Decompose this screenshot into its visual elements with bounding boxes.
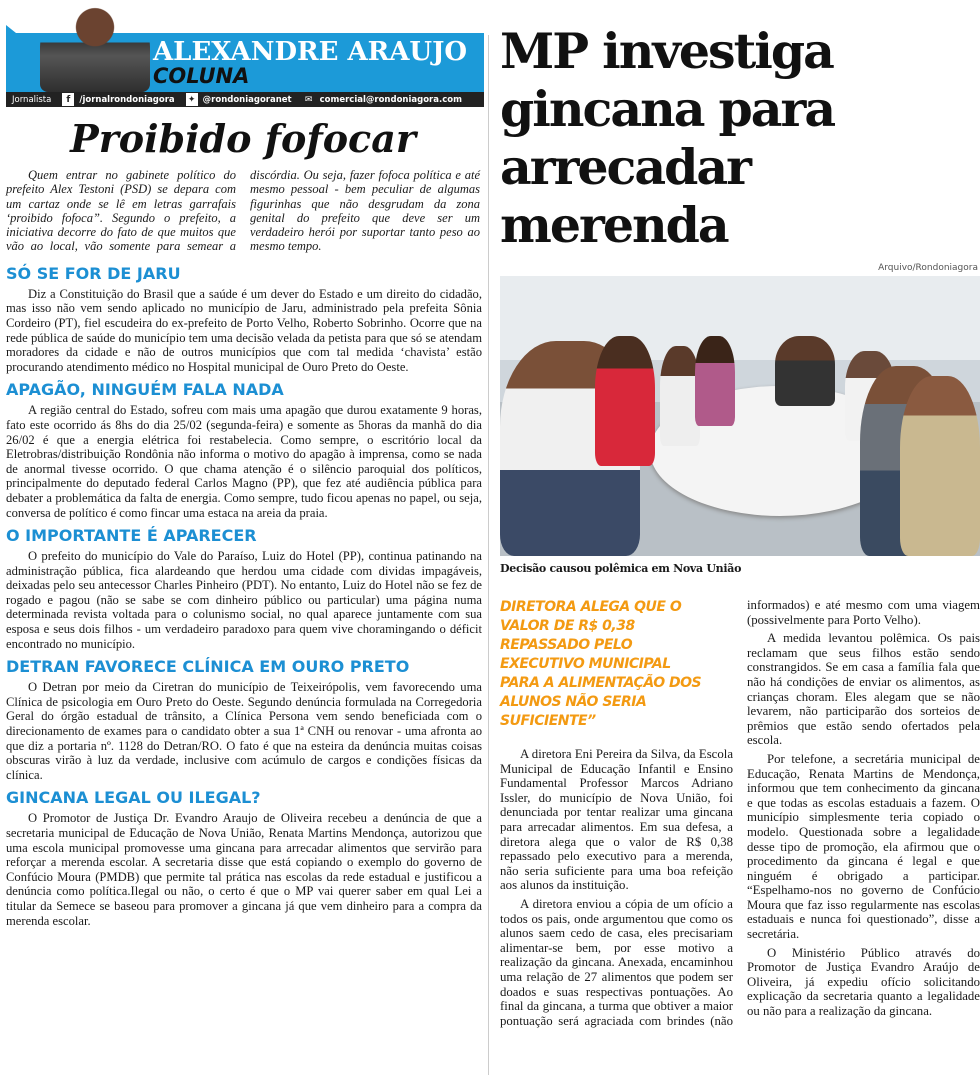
facebook-icon: f — [62, 93, 74, 106]
note-text: A região central do Estado, sofreu com mais uma apagão que durou exatamente 9 horas, fato este ocorrido ás 8hs do dia 25/02 (segunda-feira) e somente as 5horas da manhã do dia 26/02 é que a energia elétrica foi restabelecia. Como sempre, o escritório local da Eletrobras/distribuição Rondônia não informa o motivo do apagão à imprensa, como se nada de anormal tivesse ocorrido. O que chama atenção é o silêncio paroquial dos políticos, principalmente do deputado federal Carlos Magno (PP), que fez até audiência pública para debater a problemática da falta de energia. Como sempre, tudo ficou apenas no papel, ou seja, conversa de político é como fincar uma estaca na areia da praia. — [6, 403, 482, 520]
article-photo — [500, 276, 980, 556]
contact-bar — [6, 92, 484, 107]
column-section — [0, 0, 486, 934]
photo-credit: Arquivo/Rondoniagora — [878, 263, 978, 273]
twitter-icon: ✦ — [186, 93, 198, 106]
person-figure — [775, 336, 835, 406]
note-heading: APAGÃO, NINGUÉM FALA NADA — [6, 380, 284, 400]
note-heading: SÓ SE FOR DE JARU — [6, 263, 181, 283]
note-heading: GINCANA LEGAL OU ILEGAL? — [6, 788, 261, 808]
email-address[interactable]: comercial@rondoniagora.com — [319, 94, 462, 105]
column-notes — [6, 264, 482, 928]
column-divider — [488, 35, 489, 1075]
column-masthead — [0, 0, 486, 108]
lead-title: Proibido fofocar — [70, 116, 416, 161]
note-heading: DETRAN FAVORECE CLÍNICA EM OURO PRETO — [6, 657, 410, 677]
note — [6, 788, 482, 928]
pull-quote: DIRETORA ALEGA QUE O VALOR DE R$ 0,38 REPASSADO PELO EXECUTIVO MUNICIPAL PARA A ALIMENTAÇÃO DOS ALUNOS NÃO SERIA SUFICIENTE” — [500, 599, 702, 729]
person-figure — [900, 376, 980, 556]
article-body — [500, 598, 980, 1028]
note-text: Diz a Constituição do Brasil que a saúde é um dever do Estado e um direito do cidadão, mas isso não vem sendo aplicado no município de Jaru, administrado pela prefeita Sônia Cordeiro (PT), fiel escudeira do ex-prefeito de Porto Velho, Roberto Sobrinho. Ocorre que na rede pública de saúde do município tem uma decisão velada da petista para que só se atendam moradores da cidade e não de outros municípios que com tal medida ‘chavista’ estão procurando atendimento médico no Hospital municipal de Ouro Preto do Oeste. — [6, 286, 482, 374]
lead-text — [6, 168, 480, 254]
note — [6, 380, 482, 520]
note-text: O prefeito do município do Vale do Paraíso, Luiz do Hotel (PP), continua patinando na administração pública, fica alardeando que herdou uma cidade com dividas impagáveis, deixadas pelo seu antecessor Charles Pinheiro (PDT). No entanto, Luiz do Hotel não se fez de rogado e pagou (não se sabe se com dinheiro público ou particular) uma página numa determinada revista voltada para o colunismo social, no qual aparece juntamente com sua esposa e seus dois filhos - um verdadeiro paradoxo para quem vive choramingando o déficit encontrado no município. — [6, 549, 482, 651]
note-text: O Promotor de Justiça Dr. Evandro Araujo de Oliveira recebeu a denúncia de que a secretaria municipal de Educação de Nova União, Renata Martins Mendonça, autorizou que uma escola municipal promovesse uma gincana para arrecadar alimentos que servirão para reforçar a merenda escolar. A secretaria disse que está copiando o exemplo do governo de Confúcio Moura (PMDB) que permite tal prática nas escolas da rede estadual e justificou a denúncia como política.Ilegal ou não, o certo é que o MP vai querer saber em qual Lei a titular da Semece se baseou para promover a gincana já que vem dinheiro para a compra da merenda escolar. — [6, 811, 482, 928]
article-paragraph: Por telefone, a secretária municipal de Educação, Renata Martins de Mendonça, informou que tem conhecimento da gincana e que todas as escolas estaduais a fazem. O município simplesmente teria copiado o modelo. Questionada sobre a legalidade desse tipo de promoção, ela afirmou que o procedimento da gincana é legal e que ninguém é obrigado a participar. “Espelhamo-nos no governo de Confúcio Moura que faz isso regularmente nas escolas estaduais e nunca foi questionado”, disse a secretária. — [747, 751, 980, 942]
article-paragraph: A diretora Eni Pereira da Silva, da Escola Municipal de Educação Infantil e Ensino Fundamental Professor Marcos Adriano Issler, do município de Nova União, foi denunciada por tentar realizar uma gincana para arrecadar alimentos. Em sua defesa, a diretora alega que o valor de R$ 0,38 repassado pelo executivo para a merenda, não seria suficiente para uma boa refeição aos alunos da instituição. — [500, 747, 733, 893]
twitter-handle[interactable]: @rondoniagoranet — [202, 94, 292, 105]
email-icon: ✉ — [304, 94, 313, 105]
note-text: O Detran por meio da Ciretran do município de Teixeirópolis, vem favorecendo uma Clínica de psicologia em Ouro Preto do Oeste. Segundo denúncia formulada na Corregedoria Geral do órgão estadual de trânsito, a Clínica Persona vem sendo beneficiada com o direcionamento de exames para o candidato obter a sua 1ª CNH ou renovar - uma afronta ao que diz a portaria nº. 1128 do Detran/RO. O fato é que na esteira da denúncia muitas coisas obscuras virão à luz da verdade, inclusive com acúmulo de cargos e condições físicas da clínica. — [6, 680, 482, 782]
author-photo — [40, 2, 150, 92]
article-paragraph: A diretora enviou a cópia de um ofício a todos os pais, onde argumentou que como os alunos saem cedo de casa, eles precisariam alimentar-se bem, por esse motivo a realização da gincana. Anexada, encaminhou uma relação de 27 alimentos que podem ser doados e suas respectivas pontuações. Ao final da gincana, a turma que obtiver a maior pontuação será agraciada com brindes (não informados) e até mesmo com uma viagem (possivelmente para Porto Velho). — [500, 598, 980, 1028]
note-heading: O IMPORTANTE É APARECER — [6, 526, 257, 546]
person-figure — [595, 336, 655, 466]
person-figure — [660, 346, 700, 446]
author-name: ALEXANDRE ARAUJO — [153, 37, 468, 67]
note — [6, 526, 482, 651]
note — [6, 657, 482, 782]
author-role: Jornalista — [12, 94, 52, 105]
article — [495, 0, 980, 1028]
article-headline: MP investiga gincana para arrecadar merenda — [500, 22, 835, 254]
person-figure — [695, 336, 735, 426]
facebook-handle[interactable]: /jornalrondoniagora — [79, 94, 175, 105]
article-paragraph: A medida levantou polêmica. Os pais reclamam que seus filhos estão sendo constrangidos. Se em casa a família fala que não há condições de enviar os alimentos, as crianças choram. Eles alegam que se não levarem, não participarão dos sorteios de prêmios que estão sendo ofertados pela escola. — [747, 631, 980, 748]
column-label: COLUNA — [153, 64, 250, 88]
note — [6, 264, 482, 375]
photo-caption: Decisão causou polêmica em Nova União — [500, 562, 742, 575]
lead-paragraph: Quem entrar no gabinete político do prefeito Alex Testoni (PSD) se depara com um cartaz onde se lê em letras garrafais ‘proibido fofoca”. Segundo o prefeito, a iniciativa decorre do fato de que muitos que vão ao local, vão somente para semear a discórdia. Ou seja, fazer fofoca política e até mesmo pessoal - bem peculiar de algumas figurinhas que não desgrudam da zona genital do prefeito que deve ser um verdadeiro herói por suportar tanto peso ao mesmo tempo. — [6, 168, 480, 254]
article-paragraph: O Ministério Público através do Promotor de Justiça Evandro Araújo de Oliveira, já expediu ofício solicitando explicação da secretaria quanto a legalidade ou não para a realização da gincana. — [747, 945, 980, 1019]
